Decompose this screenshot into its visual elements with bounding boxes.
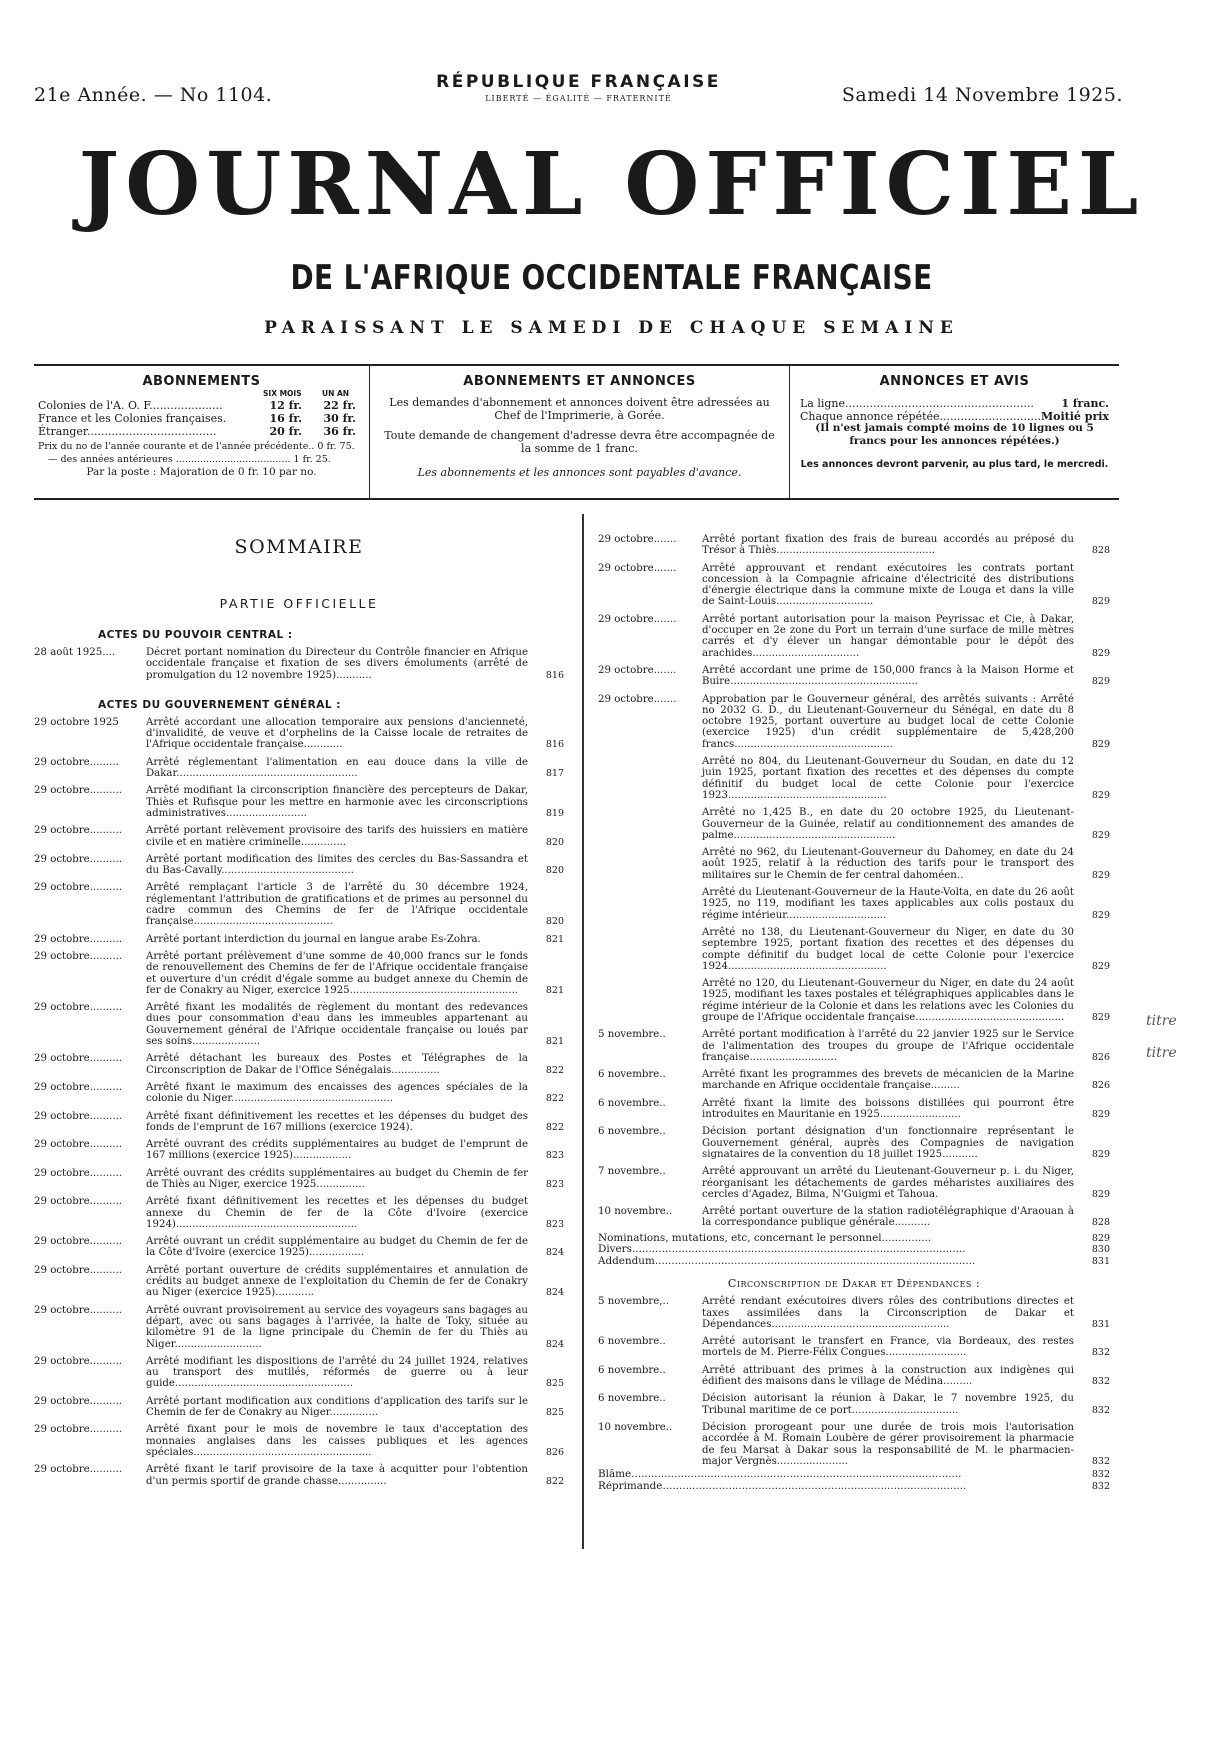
annonces-avis-title: ANNONCES ET AVIS — [879, 374, 1030, 389]
handwritten-note-1: titre — [1146, 1013, 1177, 1029]
sommaire-entry — [598, 756, 1110, 801]
entry-page: 829 — [1091, 1188, 1110, 1200]
tarif-repetee-label: Chaque annonce répétée............................. — [800, 409, 1041, 423]
abonnement-un-an: 36 fr. — [323, 425, 356, 438]
entry-text: Arrêté no 1,425 B., en date du 20 octobre 1925, du Lieutenant-Gouverneur de la Guinée, relatif au conditionnement des amandes de palme.................................................. — [702, 807, 1074, 841]
entry-page: 820 — [545, 865, 564, 877]
entry-date: 29 octobre.......... — [34, 1236, 123, 1248]
entry-text: Arrêté approuvant un arrêté du Lieutenant-Gouverneur p. i. du Niger, réorganisant les détachements de gardes méharistes auxiliaires des cercles d'Agadez, Bilma, N'Guigmi et Tahoua. — [702, 1166, 1074, 1200]
entry-page: 825 — [545, 1407, 564, 1419]
entry-text: Arrêté no 962, du Lieutenant-Gouverneur du Dahomey, en date du 24 août 1925, relatif à la réduction des tarifs pour le transport des militaires sur le Chemin de fer central dahoméen.. — [702, 847, 1074, 881]
subscription-box — [34, 364, 1119, 500]
simple-text: Blâme.................................................................................................... — [598, 1469, 962, 1481]
entry-date: 29 octobre.......... — [34, 1196, 123, 1208]
sommaire-entry — [598, 807, 1110, 841]
abonnement-name: France et les Colonies françaises. — [38, 412, 227, 425]
sommaire-entry — [34, 757, 564, 780]
tarif-repetee-value: Moitié prix — [1040, 409, 1109, 423]
abonnements-title: ABONNEMENTS — [142, 374, 261, 389]
entry-page: 832 — [1091, 1455, 1110, 1467]
entry-page: 824 — [545, 1338, 564, 1350]
entry-date: 29 octobre......... — [34, 756, 119, 768]
sommaire-entry — [34, 1424, 564, 1458]
entry-date: 5 novembre,.. — [598, 1296, 669, 1308]
sommaire-entry — [598, 1365, 1110, 1388]
sommaire-entry — [598, 978, 1110, 1023]
sommaire-title: SOMMAIRE — [234, 536, 364, 558]
sommaire-entry — [598, 1126, 1110, 1160]
entry-page: 829 — [1091, 1109, 1110, 1121]
entry-text: Décision prorogeant pour une durée de trois mois l'autorisation accordée à M. Romain Loubère de gérer provisoirement la pharmacie de feu Marsat à Dakar sous la responsabilité de M. le pharmacien-major Vergnès...................... — [702, 1421, 1074, 1467]
sommaire-simple-entry — [598, 1233, 1110, 1245]
sommaire-entry — [34, 934, 564, 945]
sommaire-entry — [598, 1069, 1110, 1092]
entry-page: 825 — [545, 1378, 564, 1390]
entry-page: 829 — [1091, 647, 1110, 659]
entry-date: 29 octobre.......... — [34, 785, 123, 797]
entry-page: 828 — [1091, 1217, 1110, 1229]
entry-page: 817 — [545, 768, 564, 780]
entry-text: Arrêté fixant le tarif provisoire de la taxe à acquitter pour l'obtention d'un permis sportif de grande chasse............... — [146, 1464, 528, 1487]
simple-page: 831 — [1091, 1255, 1110, 1267]
entry-text: Arrêté ouvrant des crédits supplémentaires au budget du Chemin de fer de Thiès au Niger, exercice 1925............... — [146, 1167, 528, 1190]
annonces-note: (Il n'est jamais compté moins de 10 lignes ou 5 francs pour les annonces répétées.) — [815, 422, 1094, 447]
abo-annonces-p2: Toute demande de changement d'adresse devra être accompagnée de la somme de 1 franc. — [384, 429, 775, 455]
entry-date: 28 août 1925.... — [34, 647, 116, 658]
entry-text: Arrêté fixant le maximum des encaisses des agences spéciales de la colonie du Niger.................................................. — [146, 1081, 528, 1105]
sommaire-entry — [34, 1265, 564, 1299]
sommaire-entry — [34, 1464, 564, 1487]
entry-page: 828 — [1091, 545, 1110, 557]
entry-date: 29 octobre.......... — [34, 1304, 123, 1316]
partie-officielle-title: PARTIE OFFICIELLE — [219, 596, 379, 611]
sommaire-entry — [598, 1296, 1110, 1330]
misc-list — [598, 1233, 1110, 1268]
entry-text: Arrêté modifiant les dispositions de l'arrêté du 24 juillet 1924, relatives au transport des mutilés, réformés de guerre ou à leur guide....................................................... — [146, 1355, 528, 1390]
simple-text: Divers..................................................................................................... — [598, 1244, 966, 1256]
entry-text: Arrêté autorisant le transfert en France, via Bordeaux, des restes mortels de M. Pierre-Félix Congues......................... — [702, 1336, 1074, 1359]
entry-date: 29 octobre....... — [598, 613, 677, 625]
entry-date: 6 novembre.. — [598, 1126, 666, 1138]
entry-text: Arrêté no 120, du Lieutenant-Gouverneur du Niger, en date du 24 août 1925, modifiant les taxes postales et télégraphiques applicables dans le régime intérieur de la Colonie et dans les relations avec les Colonies du groupe de l'Afrique occidentale française.............................................. — [702, 978, 1074, 1023]
entry-date: 6 novembre.. — [598, 1364, 666, 1376]
entry-date: 29 octobre.......... — [34, 1002, 123, 1014]
entry-text: Arrêté modifiant la circonscription financière des percepteurs de Dakar, Thiès et Rufisque pour les mettre en harmonie avec les circonscriptions administratives......................... — [146, 785, 528, 819]
sommaire-entry — [598, 563, 1110, 608]
sommaire-left-column — [34, 528, 564, 1487]
entry-text: Arrêté fixant les programmes des brevets de mécanicien de la Marine marchande en Afrique occidentale française......... — [702, 1069, 1074, 1092]
entry-page: 829 — [1091, 596, 1110, 608]
entry-page: 832 — [1091, 1404, 1110, 1416]
entry-date: 29 octobre....... — [598, 562, 677, 574]
section-pouvoir-central: ACTES DU POUVOIR CENTRAL : — [98, 629, 293, 641]
sommaire-entry — [34, 1111, 564, 1134]
entry-text: Arrêté fixant définitivement les recettes et les dépenses du budget annexe du Chemin de fer de la Côte d'Ivoire (exercice 1924)........................................................ — [146, 1196, 528, 1230]
entry-page: 820 — [545, 836, 564, 848]
entry-text: Arrêté portant fixation des frais de bureau accordés au préposé du Trésor à Thiès................................................. — [702, 534, 1074, 557]
right-list — [598, 534, 1110, 1229]
sommaire-entry — [34, 1082, 564, 1105]
entry-page: 822 — [545, 1475, 564, 1487]
entry-text: Arrêté portant modification à l'arrêté du 22 janvier 1925 sur le Service de l'alimentation des troupes du groupe de l'Afrique occidentale française........................... — [702, 1029, 1074, 1063]
abonnement-row — [38, 412, 365, 425]
entry-page: 819 — [545, 807, 564, 819]
entry-date: 29 octobre....... — [598, 534, 677, 545]
prix-line-1: Prix du no de l'année courante et de l'année précédente.. 0 fr. 75. — [38, 441, 355, 452]
abonnement-name: Colonies de l'A. O. F..................... — [38, 399, 223, 412]
sommaire-entry — [598, 887, 1110, 921]
abonnement-name: Étranger..................................... — [38, 425, 217, 438]
entry-page: 824 — [545, 1247, 564, 1259]
entry-date: 29 octobre.......... — [34, 950, 123, 962]
entry-date: 6 novembre.. — [598, 1097, 666, 1109]
sommaire-entry — [34, 1168, 564, 1191]
entry-text: Décret portant nomination du Directeur du Contrôle financier en Afrique occidentale française et fixation de ses divers émoluments (arrêté de promulgation du 12 novembre 1925)........... — [146, 647, 528, 681]
tail-list — [598, 1469, 1110, 1492]
entry-text: Arrêté ouvrant un crédit supplémentaire au budget du Chemin de fer de la Côte d'Ivoire (exercice 1925)................. — [146, 1236, 528, 1259]
sommaire-entry — [34, 785, 564, 819]
sommaire-entry — [34, 1139, 564, 1162]
entry-page: 821 — [545, 1036, 564, 1048]
sommaire-entry — [34, 1396, 564, 1419]
entry-date: 29 octobre.......... — [34, 1110, 123, 1122]
entry-text: Approbation par le Gouverneur général, des arrêtés suivants : Arrêté no 2032 G. D., du Lieutenant-Gouverneur du Sénégal, en date du 8 octobre 1925, portant ouverture au budget local de cette Colonie (exercice 1925) d'un crédit supplémentaire de 5,428,200 francs................................................. — [702, 693, 1074, 750]
entry-date: 29 octobre.......... — [34, 1264, 123, 1276]
sommaire-entry — [34, 1305, 564, 1350]
entry-text: Arrêté portant prélèvement d'une somme de 40,000 francs sur le fonds de renouvellement des Chemins de fer de l'Afrique occidentale française et ouverture d'un crédit d'égale somme au budget annexe du Chemin de fer de Conakry au Niger, exercice 1925.................................................... — [146, 950, 528, 996]
entry-date: 29 octobre....... — [598, 664, 677, 676]
entry-text: Arrêté approuvant et rendant exécutoires les contrats portant concession à la Compagnie africaine d'électricité des distributions d'énergie électrique dans la commune mixte de Louga et dans la ville de Saint-Louis.............................. — [702, 562, 1074, 608]
prix-line-2: — des années antérieures ...................................... 1 fr. 25. — [48, 454, 331, 465]
col-un-an: UN AN — [322, 389, 350, 398]
entry-page: 829 — [1091, 676, 1110, 688]
entry-date: 29 octobre.......... — [34, 1139, 123, 1151]
abonnement-un-an: 30 fr. — [323, 412, 356, 425]
entry-page: 826 — [545, 1446, 564, 1458]
entry-text: Arrêté fixant les modalités de règlement du montant des redevances dues pour consommation d'eau dans les immeubles appartenant au Gouvernement général de l'Afrique occidentale française ou loués par ses soins..................... — [146, 1002, 528, 1048]
entry-page: 823 — [545, 1150, 564, 1162]
entry-date: 29 octobre.......... — [34, 853, 123, 865]
entry-date: 29 octobre.......... — [34, 1167, 123, 1179]
entry-page: 831 — [1091, 1318, 1110, 1330]
tarif-ligne-value: 1 franc. — [1061, 397, 1109, 410]
sommaire-entry — [598, 927, 1110, 972]
motto: LIBERTÉ — ÉGALITÉ — FRATERNITÉ — [485, 94, 672, 103]
sommaire-entry — [34, 1356, 564, 1390]
entry-page: 821 — [545, 933, 564, 945]
entry-date: 6 novembre.. — [598, 1393, 666, 1405]
simple-page: 832 — [1091, 1480, 1110, 1492]
entry-page: 829 — [1091, 909, 1110, 921]
tarif-repetee — [790, 410, 1119, 423]
sommaire-entry — [598, 1422, 1110, 1467]
entry-page: 823 — [545, 1178, 564, 1190]
sommaire-entry — [598, 1098, 1110, 1121]
sommaire-entry — [598, 1206, 1110, 1229]
issue-date: Samedi 14 Novembre 1925. — [841, 84, 1123, 106]
simple-text: Réprimande............................................................................................ — [598, 1480, 967, 1492]
entry-text: Arrêté accordant une allocation temporaire aux pensions d'ancienneté, d'invalidité, de veuve et d'orphelins de la Caisse locale de retraites de l'Afrique occidentale française............ — [146, 716, 528, 751]
sommaire-entry — [34, 717, 564, 751]
masthead-subtitle: DE L'AFRIQUE OCCIDENTALE FRANÇAISE — [290, 258, 933, 298]
poste-line: Par la poste : Majoration de 0 fr. 10 par no. — [86, 466, 317, 478]
abonnement-six-mois: 16 fr. — [269, 412, 302, 425]
entry-page: 832 — [1091, 1376, 1110, 1388]
entry-page: 816 — [545, 739, 564, 751]
entry-text: Arrêté remplaçant l'article 3 de l'arrêté du 30 décembre 1924, réglementant l'attribution de gratifications et de primes au personnel du cadre commun des Chemins de fer de l'Afrique occidentale française........................................... — [146, 882, 528, 928]
entry-text: Arrêté portant modification des limites des cercles du Bas-Sassandra et du Bas-Cavally......................................... — [146, 853, 528, 877]
section-dakar: Circonscription de Dakar et Dépendances : — [727, 1277, 981, 1291]
entry-text: Arrêté portant ouverture de crédits supplémentaires et annulation de crédits au budget annexe de l'exploitation du Chemin de fer de Conakry au Niger (exercice 1925)............ — [146, 1264, 528, 1299]
handwritten-note-2: titre — [1146, 1045, 1177, 1061]
entry-page: 829 — [1091, 789, 1110, 801]
entry-text: Arrêté fixant définitivement les recettes et les dépenses du budget des fonds de l'emprunt de 167 millions (exercice 1924). — [146, 1110, 528, 1133]
entry-page: 822 — [545, 1121, 564, 1133]
sommaire-entry — [598, 1393, 1110, 1416]
sommaire-entry — [598, 665, 1110, 688]
entry-page: 821 — [545, 984, 564, 996]
left-list — [34, 717, 564, 1487]
abo-annonces-p1: Les demandes d'abonnement et annonces doivent être adressées au Chef de l'Imprimerie, à Gorée. — [389, 396, 770, 422]
sommaire-entry — [598, 694, 1110, 750]
section-gouvernement-general: ACTES DU GOUVERNEMENT GÉNÉRAL : — [98, 698, 341, 711]
entry-date: 29 octobre 1925 — [34, 716, 119, 728]
entry-text: Décision autorisant la réunion à Dakar, le 7 novembre 1925, du Tribunal maritime de ce port................................. — [702, 1393, 1074, 1416]
entry-date: 5 novembre.. — [598, 1029, 666, 1041]
masthead-title: JOURNAL OFFICIEL — [78, 134, 1145, 235]
abo-annonces-title: ABONNEMENTS ET ANNONCES — [463, 374, 696, 389]
sommaire-entry — [34, 854, 564, 877]
abo-annonces-p3: Les abonnements et les annonces sont payables d'avance. — [417, 466, 742, 479]
page-header — [34, 72, 1123, 112]
sommaire-simple-entry — [598, 1244, 1110, 1256]
entry-date: 10 novembre.. — [598, 1206, 673, 1218]
entry-page: 820 — [545, 916, 564, 928]
sommaire-entry — [598, 614, 1110, 659]
entry-text: Arrêté détachant les bureaux des Postes et Télégraphes de la Circonscription de Dakar de l'Office Sénégalais............... — [146, 1053, 528, 1076]
entry-text: Arrêté du Lieutenant-Gouverneur de la Haute-Volta, en date du 26 août 1925, no 119, modifiant les taxes applicables aux colis postaux du régime intérieur............................... — [702, 887, 1074, 921]
entry-text: Décision portant désignation d'un fonctionnaire représentant le Gouvernement général, auprès des Compagnies de navigation signataires de la convention du 18 juillet 1925........... — [702, 1126, 1074, 1160]
annonces-avis-column — [790, 366, 1119, 498]
sommaire-simple-entry — [598, 1481, 1110, 1493]
abo-annonces-column — [370, 366, 790, 498]
sommaire-entry — [598, 1166, 1110, 1200]
entry-page: 829 — [1091, 960, 1110, 972]
entry-text: Arrêté portant interdiction du journal en langue arabe Es-Zohra. — [146, 933, 481, 945]
entry-text: Arrêté ouvrant des crédits supplémentaires au budget de l'emprunt de 167 millions (exercice 1925).................. — [146, 1139, 528, 1162]
entry-text: Arrêté accordant une prime de 150,000 francs à la Maison Horme et Buire.......................................................... — [702, 664, 1074, 688]
masthead-tagline: PARAISSANT LE SAMEDI DE CHAQUE SEMAINE — [264, 318, 959, 338]
entry-page: 832 — [1091, 1347, 1110, 1359]
entry-text: Arrêté no 138, du Lieutenant-Gouverneur du Niger, en date du 30 septembre 1925, portant fixation des recettes et des dépenses du compte définitif du budget local de cette Colonie pour l'exercice 1924................................................. — [702, 926, 1074, 972]
sommaire-entry — [34, 1196, 564, 1230]
entry-text: Arrêté fixant la limite des boissons distillées qui pourront être introduites en Mauritanie en 1925......................... — [702, 1097, 1074, 1121]
entry-date: 29 octobre.......... — [34, 1355, 123, 1367]
sommaire-right-column — [598, 528, 1110, 1492]
entry-page: 829 — [1091, 829, 1110, 841]
sommaire-entry — [598, 847, 1110, 881]
sommaire-entry — [598, 1336, 1110, 1359]
entry-page: 829 — [1091, 738, 1110, 750]
entry-date: 29 octobre.......... — [34, 1053, 123, 1065]
entry-text: Arrêté rendant exécutoires divers rôles des contributions directes et taxes assimilées dans la Circonscription de Dakar et Dépendances....................................................... — [702, 1296, 1074, 1330]
entry-text: Arrêté portant relèvement provisoire des tarifs des huissiers en matière civile et en matière criminelle.............. — [146, 825, 528, 848]
sommaire-entry — [34, 1002, 564, 1047]
entry-date: 29 octobre....... — [598, 693, 677, 705]
simple-page: 832 — [1091, 1469, 1110, 1481]
sommaire-entry — [34, 825, 564, 848]
entry-date: 7 novembre.. — [598, 1166, 666, 1178]
simple-text: Addendum................................................................................................. — [598, 1255, 976, 1267]
entry-page: 829 — [1091, 1011, 1110, 1023]
sommaire-entry — [34, 1236, 564, 1259]
col-six-mois: SIX MOIS — [263, 389, 302, 398]
dakar-list — [598, 1296, 1110, 1467]
entry-date: 6 novembre.. — [598, 1336, 666, 1348]
sommaire-entry — [34, 647, 564, 681]
abonnement-un-an: 22 fr. — [323, 399, 356, 412]
central-list — [34, 647, 564, 681]
sommaire-entry — [34, 951, 564, 996]
entry-date: 10 novembre.. — [598, 1421, 673, 1433]
simple-page: 829 — [1091, 1232, 1110, 1244]
abonnements-header — [38, 389, 365, 399]
abonnements-column — [34, 366, 370, 498]
abonnement-six-mois: 12 fr. — [269, 399, 302, 412]
entry-date: 29 octobre.......... — [34, 1081, 123, 1093]
tarif-ligne-label: La ligne...................................................... — [800, 397, 1034, 410]
entry-text: Arrêté no 804, du Lieutenant-Gouverneur du Soudan, en date du 12 juin 1925, portant fixation des recettes et des dépenses du compte définitif du budget local de cette Colonie pour l'exercice 1923................................................. — [702, 756, 1074, 801]
entry-page: 826 — [1091, 1051, 1110, 1063]
entry-page: 816 — [545, 669, 564, 681]
entry-date: 29 octobre.......... — [34, 1395, 123, 1407]
column-divider — [582, 514, 584, 1549]
entry-text: Arrêté réglementant l'alimentation en eau douce dans la ville de Dakar........................................................ — [146, 756, 528, 780]
entry-text: Arrêté ouvrant provisoirement au service des voyageurs sans bagages au départ, avec ou sans bagages à l'arrivée, la halte de Toky, située au kilomètre 91 de la ligne principale du Chemin de fer du Thiès au Niger........................... — [146, 1304, 528, 1350]
entry-date: 29 octobre.......... — [34, 882, 123, 894]
issue-number: 21e Année. — No 1104. — [34, 84, 273, 106]
entry-page: 822 — [545, 1093, 564, 1105]
simple-text: Nominations, mutations, etc, concernant le personnel............... — [598, 1232, 932, 1244]
entry-page: 822 — [545, 1064, 564, 1076]
abonnement-six-mois: 20 fr. — [269, 425, 302, 438]
annonces-footer: Les annonces devront parvenir, au plus tard, le mercredi. — [800, 459, 1109, 470]
sommaire-entry — [34, 1053, 564, 1076]
entry-page: 823 — [545, 1218, 564, 1230]
entry-page: 824 — [545, 1287, 564, 1299]
entry-text: Arrêté portant autorisation pour la maison Peyrissac et Cie, à Dakar, d'occuper en 2e zone du Port un terrain d'une surface de mille mètres carrés et d'y élever un hangar démontable pour le dépôt des arachides................................. — [702, 613, 1074, 659]
republic-title: RÉPUBLIQUE FRANÇAISE — [436, 72, 721, 92]
entry-date: 29 octobre.......... — [34, 933, 123, 945]
entry-date: 29 octobre.......... — [34, 825, 123, 837]
sommaire-entry — [34, 882, 564, 927]
simple-page: 830 — [1091, 1244, 1110, 1256]
entry-page: 829 — [1091, 1148, 1110, 1160]
sommaire-entry — [598, 1029, 1110, 1063]
abonnement-row — [38, 425, 365, 438]
sommaire-simple-entry — [598, 1469, 1110, 1481]
tarif-ligne — [790, 397, 1119, 410]
entry-text: Arrêté attribuant des primes à la construction aux indigènes qui édifient des maisons dans le village de Médina......... — [702, 1364, 1074, 1388]
entry-date: 29 octobre.......... — [34, 1424, 123, 1436]
sommaire-entry — [598, 534, 1110, 557]
entry-date: 29 octobre.......... — [34, 1464, 123, 1476]
entry-text: Arrêté fixant pour le mois de novembre le taux d'acceptation des monnaies anglaises dans les caisses publiques et les agences spéciales....................................................... — [146, 1424, 528, 1458]
abonnement-row — [38, 399, 365, 412]
entry-text: Arrêté portant modification aux conditions d'application des tarifs sur le Chemin de fer de Conakry au Niger............... — [146, 1395, 528, 1419]
sommaire-simple-entry — [598, 1256, 1110, 1268]
entry-date: 6 novembre.. — [598, 1069, 666, 1081]
entry-text: Arrêté portant ouverture de la station radiotélégraphique d'Araouan à la correspondance publique générale........... — [702, 1206, 1074, 1229]
entry-page: 829 — [1091, 869, 1110, 881]
entry-page: 826 — [1091, 1080, 1110, 1092]
